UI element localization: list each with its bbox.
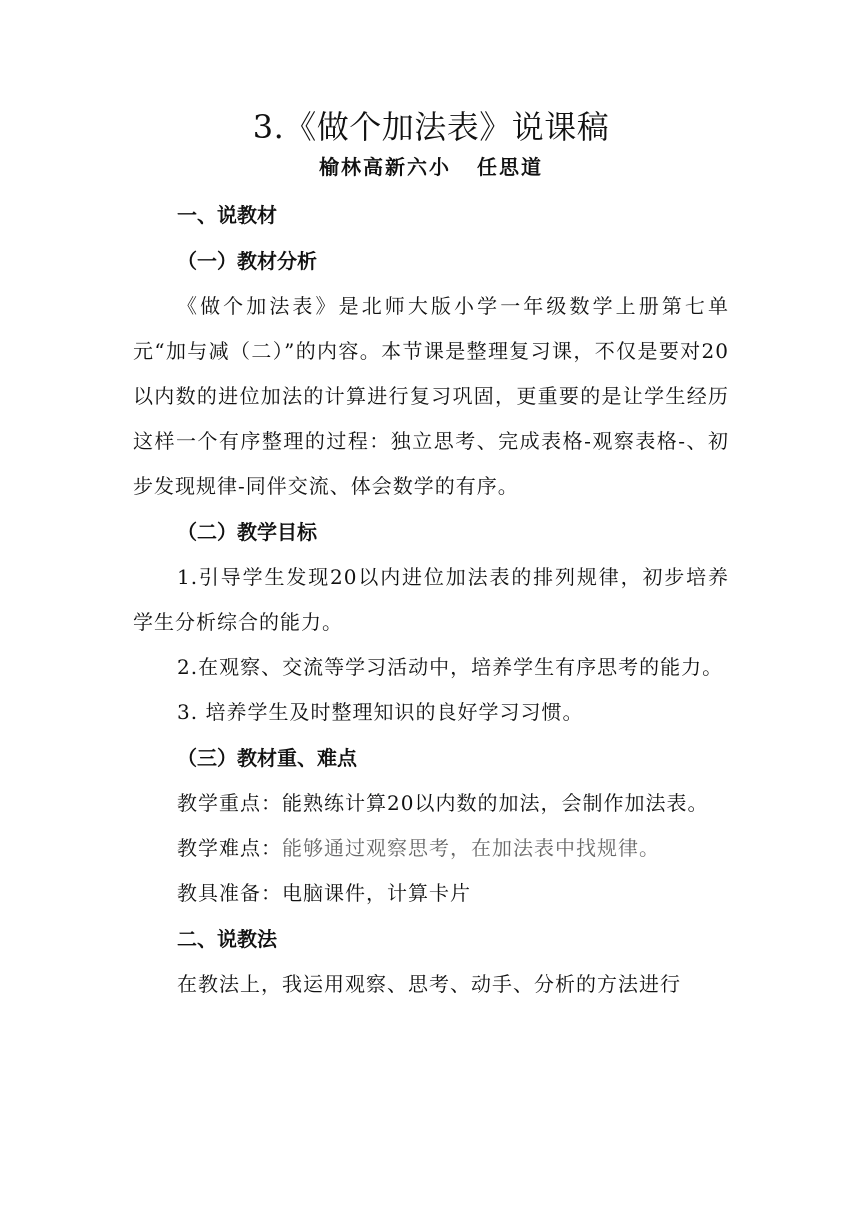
document-content <box>133 104 729 1007</box>
subheading-teaching-goals: （二）教学目标 <box>177 520 317 544</box>
difficulty-text-line <box>133 826 729 871</box>
paragraph-teaching-method: 在教法上，我运用观察、思考、动手、分析的方法进行 <box>177 972 681 996</box>
subheading-textbook-analysis: （一）教材分析 <box>177 249 317 273</box>
key-point-text: 教学重点：能熟练计算20以内数的加法，会制作加法表。 <box>177 791 709 815</box>
difficulty-content: 能够通过观察思考，在加法表中找规律。 <box>282 836 660 860</box>
paragraph-textbook-analysis: 《做个加法表》是北师大版小学一年级数学上册第七单元“加与减（二）”的内容。本节课是整理复习课，不仅是要对20以内数的进位加法的计算进行复习巩固，更重要的是让学生经历这样一个有序整理的过程：独立思考、完成表格-观察表格-、初步发现规律-同伴交流、体会数学的有序。 <box>133 294 729 498</box>
section-heading-teaching-method: 二、说教法 <box>177 927 277 951</box>
difficulty-label: 教学难点： <box>177 836 282 860</box>
subheading-key-difficult-points: （三）教材重、难点 <box>177 746 357 770</box>
author-line <box>133 150 729 184</box>
author-name: 任思道 <box>477 155 543 179</box>
author-school: 榆林高新六小 <box>319 155 451 179</box>
document-title: 3.《做个加法表》说课稿 <box>252 108 610 146</box>
goal-item-2: 2.在观察、交流等学习活动中，培养学生有序思考的能力。 <box>177 655 724 679</box>
section-heading-textbook: 一、说教材 <box>177 203 277 227</box>
materials-text: 教具准备：电脑课件，计算卡片 <box>177 881 471 905</box>
goal-item-1: 1.引导学生发现20以内进位加法表的排列规律，初步培养学生分析综合的能力。 <box>133 565 729 634</box>
goal-item-3: 3. 培养学生及时整理知识的良好学习习惯。 <box>177 700 584 724</box>
